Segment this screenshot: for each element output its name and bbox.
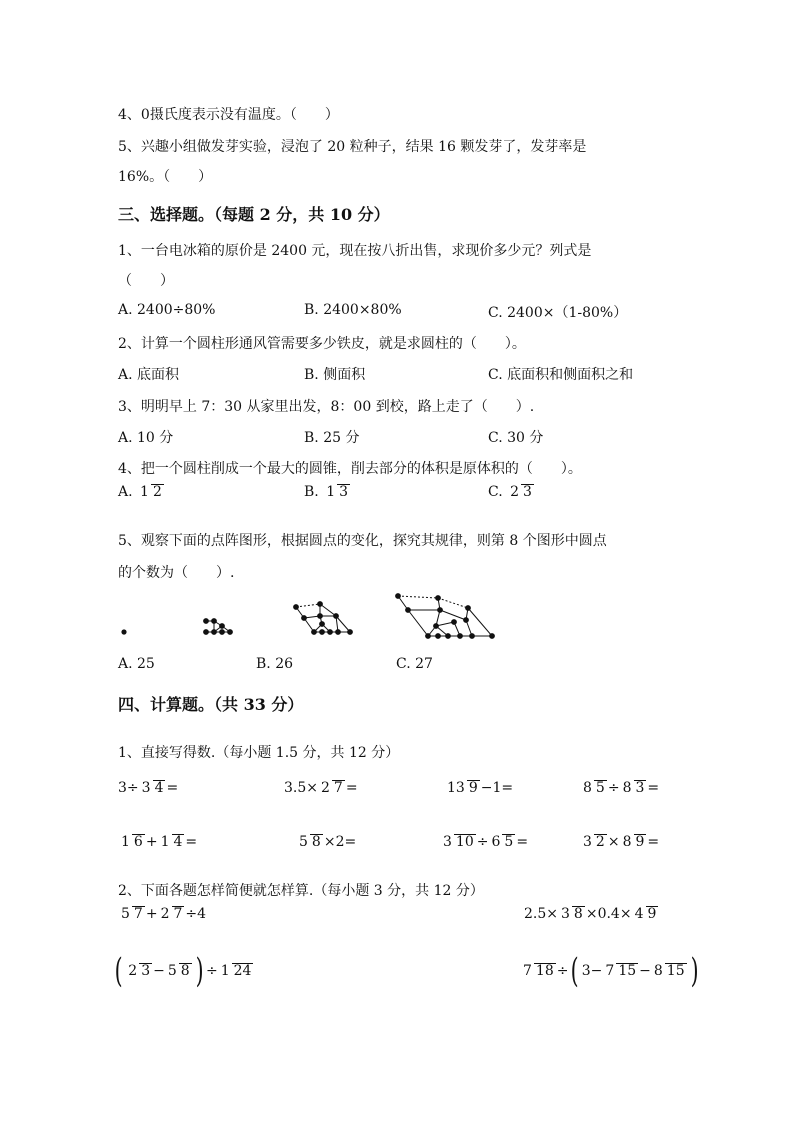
right-paren: ) [195, 951, 204, 991]
judge-q5-line2: 16%。（ ） [118, 169, 213, 185]
s3-q2-option-b: B. 侧面积 [304, 367, 366, 383]
s4-p2-expr-a: 5 7 + 2 7 ÷4 [121, 906, 207, 923]
s4-p1-expr-a: 3÷ 3 4 = [118, 780, 179, 797]
s3-q1-option-c: C. 2400×（1-80%） [488, 305, 628, 321]
s4-p1-expr-c: 13 9 −1= [447, 780, 514, 797]
s3-q1-option-b: B. 2400×80% [304, 302, 402, 318]
s4-p2-expr-c: ( 2 3 − 5 8 ) ÷ 1 24 [114, 951, 252, 991]
s4-p2-expr-d: 7 18 ÷ ( 3− 7 15 − 8 15 ) [523, 951, 699, 991]
s3-q5-option-a: A. 25 [118, 656, 155, 672]
s3-q3: 3、明明早上 7：30 从家里出发，8：00 到校，路上走了（ ）. [118, 399, 535, 415]
s3-q1-line2: （ ） [118, 273, 174, 289]
s4-p1-title: 1、直接写得数.（每小题 1.5 分，共 12 分） [118, 745, 400, 761]
dot-pattern-figures [110, 588, 510, 648]
s3-q3-option-c: C. 30 分 [488, 430, 544, 446]
left-paren: ( [571, 951, 580, 991]
s3-q4-option-c: C. 2 3 [488, 484, 532, 501]
s3-q5-option-b: B. 26 [256, 656, 294, 672]
s4-p1-expr-d: 8 5 ÷ 8 3 = [583, 780, 660, 797]
s3-q5-line2: 的个数为（ ）. [118, 565, 235, 581]
s4-p1-expr-e: 1 6 + 1 4 = [121, 834, 198, 851]
s3-q1-line1: 1、一台电冰箱的原价是 2400 元，现在按八折出售，求现价多少元？列式是 [118, 243, 592, 259]
s3-q2-option-c: C. 底面积和侧面积之和 [488, 367, 634, 383]
s4-p1-expr-f: 5 8 ×2= [299, 834, 357, 851]
left-paren: ( [114, 951, 123, 991]
s4-p1-expr-b: 3.5× 2 7 = [284, 780, 358, 797]
right-paren: ) [690, 951, 699, 991]
s3-q2: 2、计算一个圆柱形通风管需要多少铁皮，就是求圆柱的（ ）。 [118, 336, 526, 352]
s3-q4-option-a: A. 1 2 [118, 484, 162, 501]
s4-p1-expr-g: 3 10 ÷ 6 5 = [443, 834, 529, 851]
section4-title: 四、计算题。（共 33 分） [118, 695, 304, 714]
s3-q4-option-b: B. 1 3 [304, 484, 349, 501]
s3-q4: 4、把一个圆柱削成一个最大的圆锥，削去部分的体积是原体积的（ ）。 [118, 461, 582, 477]
s4-p2-expr-b: 2.5× 3 8 ×0.4× 4 9 [524, 906, 657, 923]
s3-q3-option-a: A. 10 分 [118, 430, 174, 446]
section3-title: 三、选择题。（每题 2 分，共 10 分） [118, 205, 390, 224]
s3-q5-option-c: C. 27 [396, 656, 433, 672]
judge-q4: 4、0摄氏度表示没有温度。（ ） [118, 107, 339, 123]
s3-q3-option-b: B. 25 分 [304, 430, 360, 446]
s3-q1-option-a: A. 2400÷80% [118, 302, 216, 318]
s3-q2-option-a: A. 底面积 [118, 367, 180, 383]
s4-p1-expr-h: 3 2 × 8 9 = [583, 834, 660, 851]
s3-q5-line1: 5、观察下面的点阵图形，根据圆点的变化，探究其规律，则第 8 个图形中圆点 [118, 533, 607, 549]
s4-p2-title: 2、下面各题怎样简便就怎样算.（每小题 3 分，共 12 分） [118, 883, 484, 899]
judge-q5-line1: 5、兴趣小组做发芽实验，浸泡了 20 粒种子，结果 16 颗发芽了，发芽率是 [118, 139, 587, 155]
